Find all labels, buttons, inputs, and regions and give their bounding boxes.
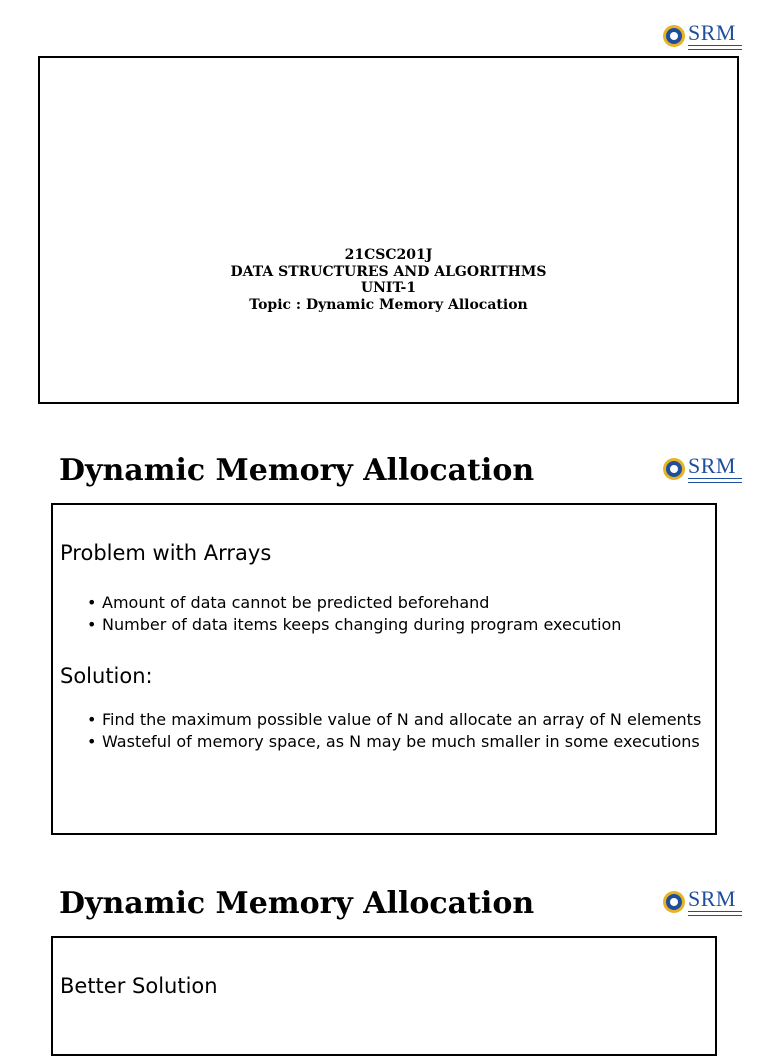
logo-tagline-rule [688, 45, 742, 50]
bullet-item: • Number of data items keeps changing during program execution [87, 614, 621, 636]
topic-label: Topic : Dynamic Memory Allocation [249, 296, 528, 313]
content-box [51, 936, 717, 1056]
srm-emblem-icon [662, 457, 686, 481]
srm-emblem-icon [662, 24, 686, 48]
logo-wordmark: SRM [688, 20, 736, 45]
section-title-problem: Problem with Arrays [60, 541, 272, 565]
section-title-solution: Solution: [60, 664, 153, 688]
logo-wordmark: SRM [688, 886, 736, 911]
problem-bullet-list [87, 592, 621, 635]
course-code: 21CSC201J [344, 247, 433, 263]
unit-label: UNIT-1 [360, 280, 417, 296]
srm-emblem-icon [662, 890, 686, 914]
logo-wordmark: SRM [688, 453, 736, 478]
logo-tagline-rule [688, 478, 742, 483]
course-name: DATA STRUCTURES AND ALGORITHMS [230, 263, 547, 280]
slide-heading: Dynamic Memory Allocation [59, 453, 535, 488]
title-slide [38, 56, 739, 404]
bullet-item: • Amount of data cannot be predicted beforehand [87, 592, 621, 614]
srm-logo [662, 454, 742, 484]
slide-heading: Dynamic Memory Allocation [59, 886, 535, 921]
title-block [40, 247, 737, 313]
content-box [51, 503, 717, 835]
bullet-item: • Find the maximum possible value of N and allocate an array of N elements [87, 709, 701, 731]
srm-logo [662, 21, 742, 51]
srm-logo [662, 887, 742, 917]
solution-bullet-list [87, 709, 701, 752]
logo-tagline-rule [688, 911, 742, 916]
bullet-item: • Wasteful of memory space, as N may be much smaller in some executions [87, 731, 701, 753]
section-title-better-solution: Better Solution [60, 974, 218, 998]
